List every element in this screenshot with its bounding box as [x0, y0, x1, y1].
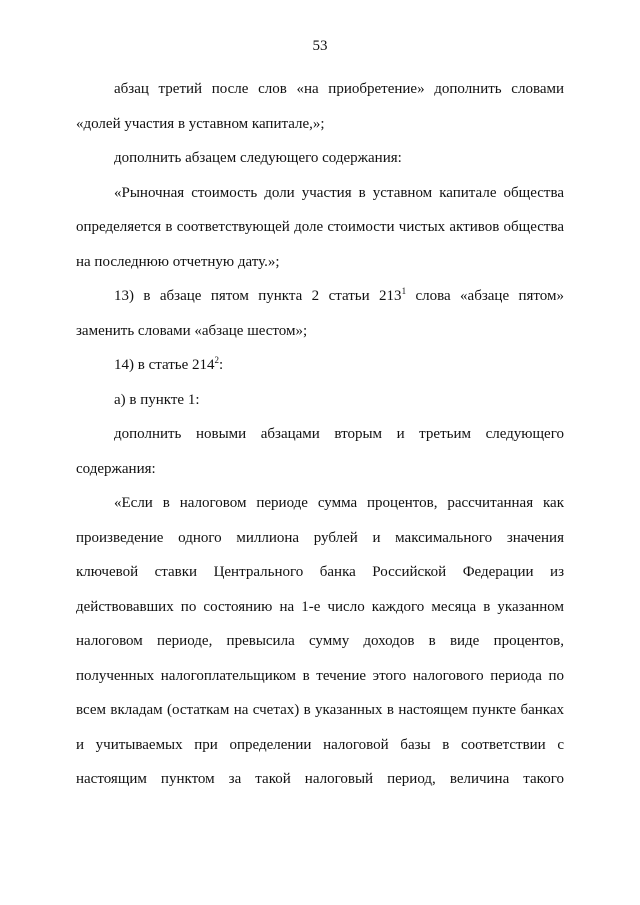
text-line: действовавших по состоянию на 1-е число каждого месяца в указанном	[76, 598, 564, 615]
text-line: а) в пункте 1:	[114, 391, 200, 408]
text-line: ключевой ставки Центрального банка Российской Федерации из	[76, 564, 564, 580]
document-body	[76, 78, 564, 803]
superscript: 2	[214, 355, 220, 365]
text-line: «долей участия в уставном капитале,»;	[76, 115, 325, 132]
text-segment: :	[219, 357, 224, 373]
text-line: определяется в соответствующей доле стоимости чистых активов общества	[76, 219, 564, 235]
text-line: настоящим пунктом за такой налоговый период, величина такого	[76, 771, 564, 787]
text-line: на последнюю отчетную дату.»;	[76, 253, 280, 270]
text-line: абзац третий после слов «на приобретение» дополнить словами	[114, 81, 564, 97]
text-line: произведение одного миллиона рублей и максимального значения	[76, 529, 564, 546]
text-line: заменить словами «абзаце шестом»;	[76, 322, 308, 339]
text-line: «Если в налоговом периоде сумма процентов, рассчитанная как	[114, 495, 564, 511]
text-line: дополнить абзацем следующего содержания:	[114, 150, 402, 166]
text-segment: 14) в статье 214	[114, 357, 215, 373]
text-line: содержания:	[76, 460, 156, 477]
text-line: дополнить новыми абзацами вторым и третьим следующего	[114, 426, 564, 442]
text-line: всем вкладам (остаткам на счетах) в указанных в настоящем пункте банках	[76, 702, 564, 718]
page-number: 53	[312, 38, 328, 54]
text-line-with-superscript	[76, 285, 564, 309]
text-line-with-superscript	[76, 354, 564, 378]
text-line: полученных налогоплательщиком в течение этого налогового периода по	[76, 667, 564, 684]
text-line: налоговом периоде, превысила сумму доходов в виде процентов,	[76, 633, 564, 649]
superscript: 1	[401, 286, 407, 296]
text-segment: слова «абзаце пятом»	[406, 288, 564, 304]
text-line: «Рыночная стоимость доли участия в уставном капитале общества	[114, 184, 564, 201]
text-segment: 13) в абзаце пятом пункта 2 статьи 213	[114, 288, 402, 304]
text-line: и учитываемых при определении налоговой базы в соответствии с	[76, 736, 564, 753]
